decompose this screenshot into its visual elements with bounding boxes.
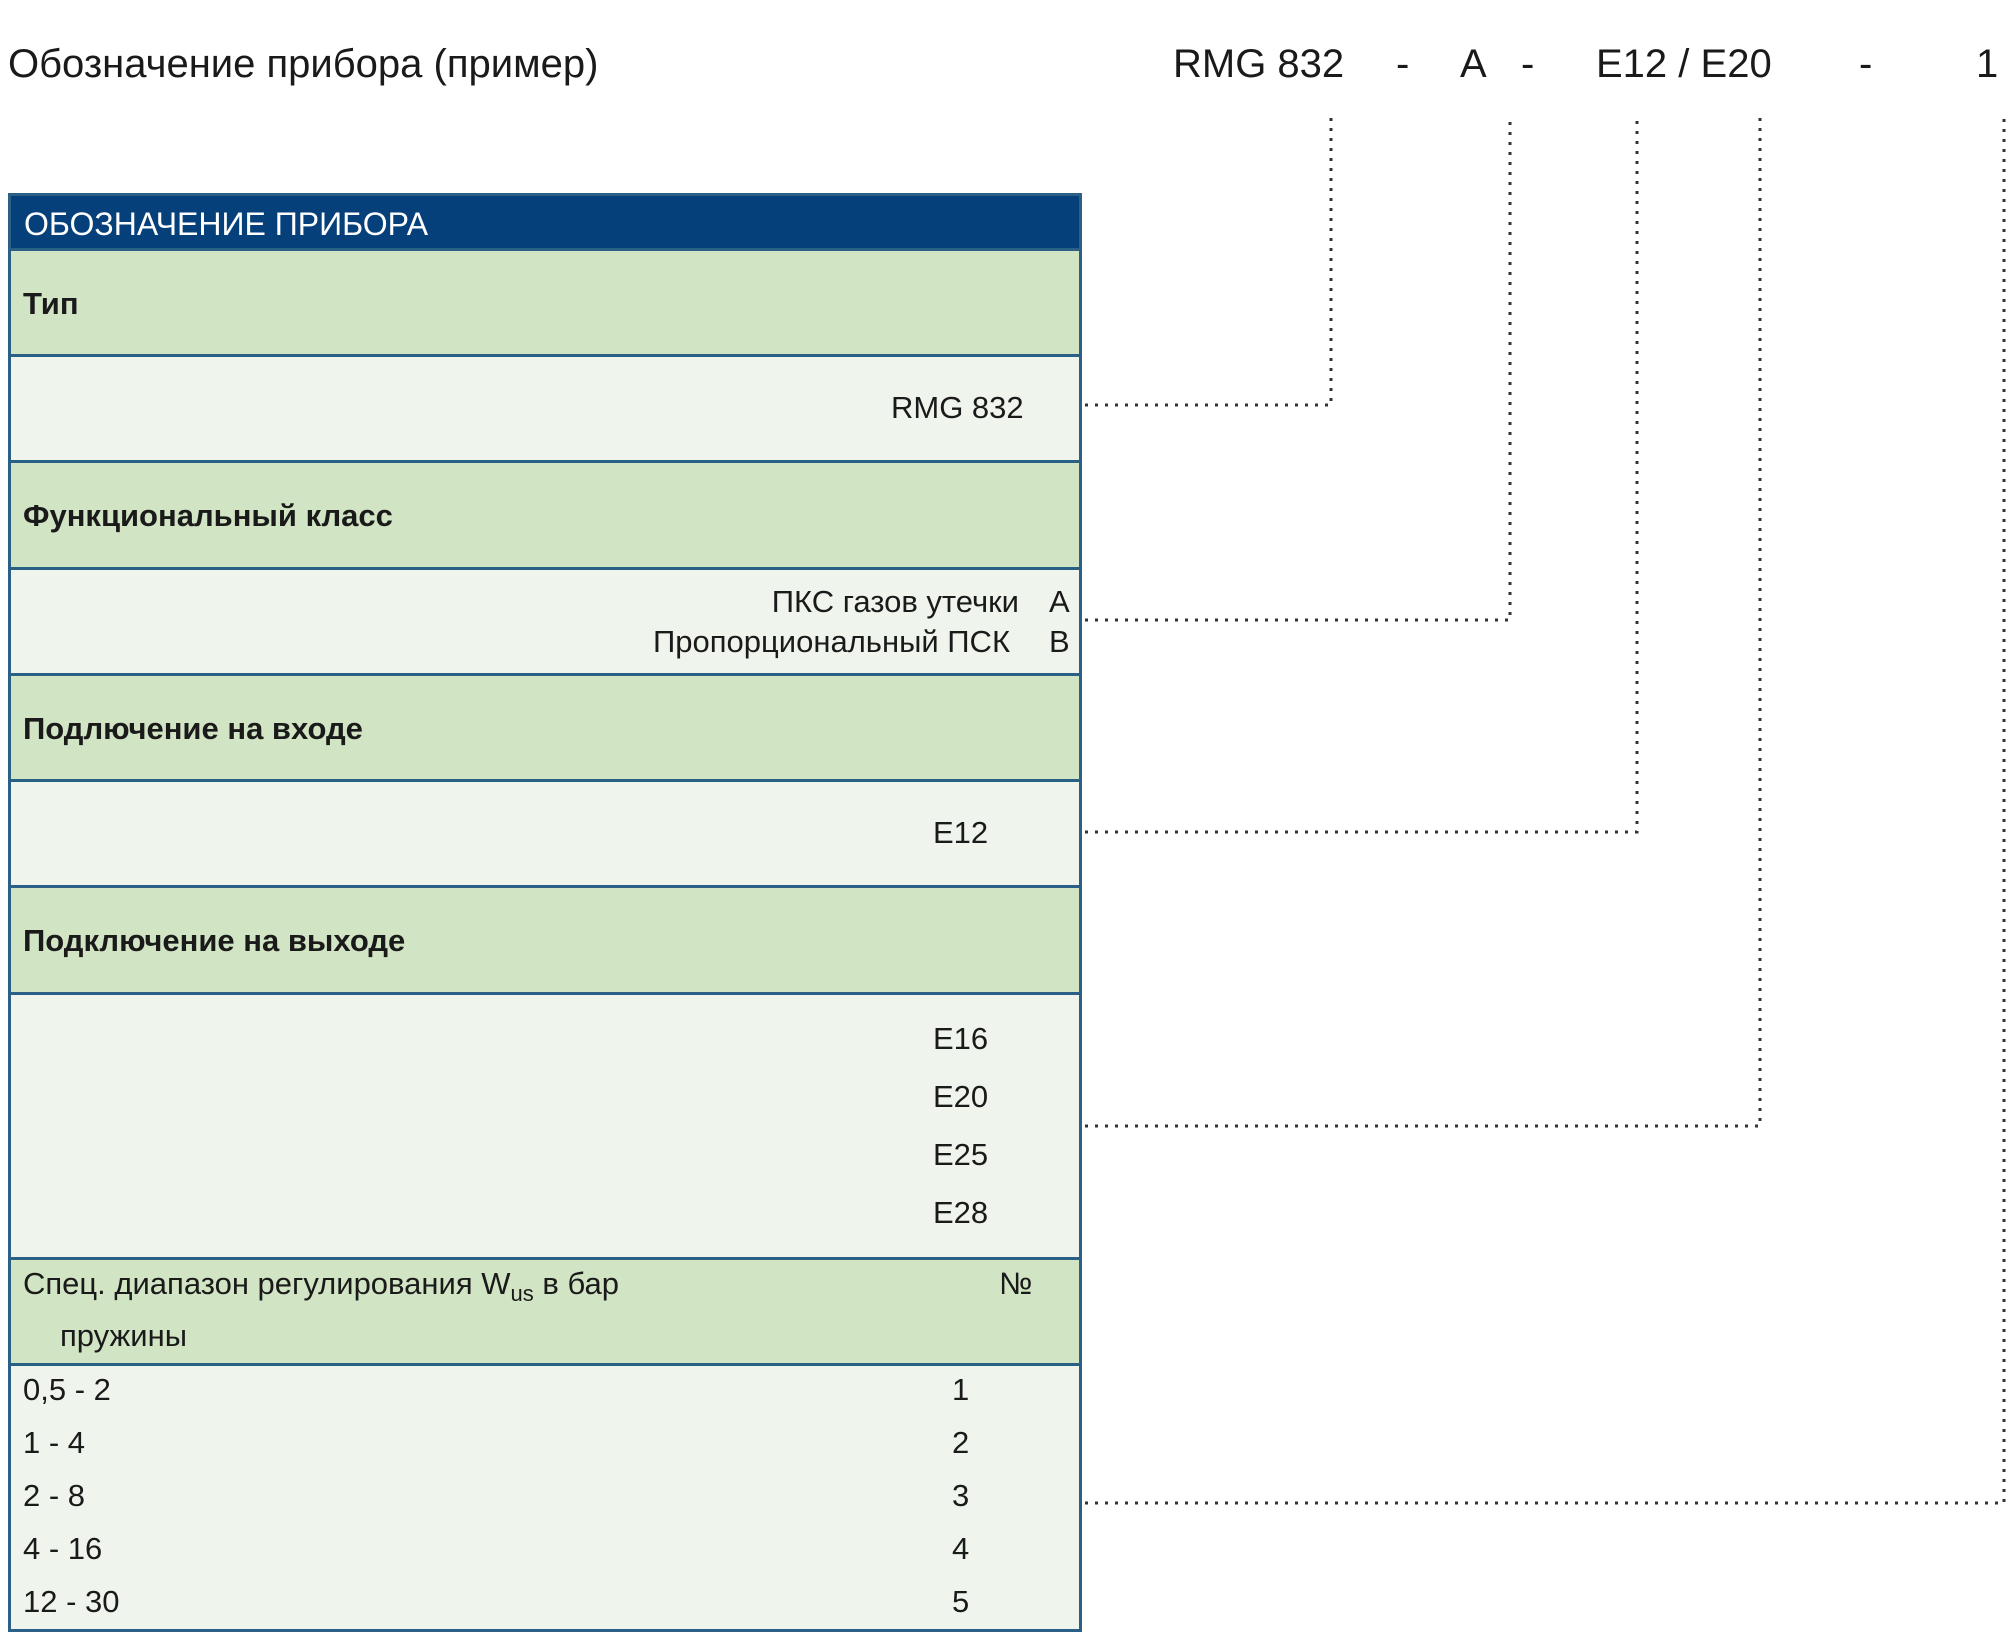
type-section-label: Тип bbox=[23, 286, 79, 321]
spring-section-label-cont: пружины bbox=[60, 1318, 187, 1353]
page-title: Обозначение прибора (пример) bbox=[8, 42, 599, 86]
spring-number: 4 bbox=[952, 1531, 970, 1566]
table-heading-label: ОБОЗНАЧЕНИЕ ПРИБОРА bbox=[24, 206, 429, 242]
outlet-value: E25 bbox=[933, 1137, 989, 1172]
code-type: RMG 832 bbox=[1173, 42, 1345, 86]
spring-range: 2 - 8 bbox=[23, 1478, 86, 1513]
outlet-value: E28 bbox=[933, 1195, 989, 1230]
code-separator: - bbox=[1521, 42, 1535, 86]
class-option-name: Пропорциональный ПСК bbox=[653, 624, 1010, 659]
class-option-code: A bbox=[1049, 584, 1070, 619]
code-separator: - bbox=[1859, 42, 1873, 86]
connector-type bbox=[1085, 116, 1331, 405]
outlet-section-label: Подключение на выходе bbox=[23, 923, 406, 958]
spring-number: 2 bbox=[952, 1425, 970, 1460]
type-value: RMG 832 bbox=[891, 390, 1024, 425]
inlet-section-label: Подлючение на входе bbox=[23, 711, 363, 746]
outlet-value: E16 bbox=[933, 1021, 989, 1056]
spring-number: 3 bbox=[952, 1478, 970, 1513]
spring-range: 1 - 4 bbox=[23, 1425, 86, 1460]
connector-spring bbox=[1085, 116, 2004, 1503]
class-option-code: B bbox=[1049, 624, 1070, 659]
spring-number: 5 bbox=[952, 1584, 970, 1619]
code-connections: E12 / E20 bbox=[1596, 42, 1772, 86]
class-option-name: ПКС газов утечки bbox=[771, 584, 1019, 619]
connector-inlet bbox=[1085, 116, 1637, 832]
outlet-value: E20 bbox=[933, 1079, 989, 1114]
code-class: A bbox=[1460, 42, 1487, 86]
code-spring: 1 bbox=[1976, 42, 1999, 86]
spring-range: 4 - 16 bbox=[23, 1531, 103, 1566]
inlet-value: E12 bbox=[933, 815, 989, 850]
spring-number: 1 bbox=[952, 1372, 970, 1407]
spring-range: 0,5 - 2 bbox=[23, 1372, 111, 1407]
spring-number-label: № bbox=[999, 1266, 1033, 1301]
connector-class bbox=[1085, 116, 1510, 620]
spring-section-label: Спец. диапазон регулирования $W_{us}$ в бар bbox=[23, 1266, 619, 1307]
code-separator: - bbox=[1396, 42, 1410, 86]
class-section-label: Функциональный класс bbox=[23, 498, 393, 533]
spring-range: 12 - 30 bbox=[23, 1584, 120, 1619]
